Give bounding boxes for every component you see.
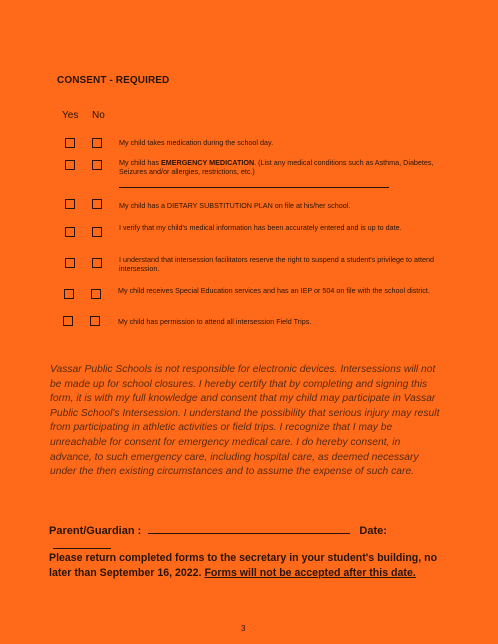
no-column-header: No xyxy=(92,110,105,121)
yes-checkbox[interactable] xyxy=(65,227,75,237)
row-text: My child has EMERGENCY MEDICATION. (List any medical conditions such as Asthma, Diabetes, Seizures and/or allergies, restrictions, etc.) xyxy=(119,158,434,176)
no-checkbox[interactable] xyxy=(92,138,102,148)
yes-checkbox[interactable] xyxy=(63,316,73,326)
no-checkbox[interactable] xyxy=(90,316,100,326)
late-forms-warning: Forms will not be accepted after this date. xyxy=(204,566,416,579)
yes-checkbox[interactable] xyxy=(64,289,74,299)
parent-signature-field[interactable] xyxy=(148,522,350,534)
no-checkbox[interactable] xyxy=(92,258,102,268)
row-text: My child has a DIETARY SUBSTITUTION PLAN on file at his/her school. xyxy=(119,201,351,210)
yes-checkbox[interactable] xyxy=(65,138,75,148)
page-number: 3 xyxy=(241,624,246,633)
return-instructions: Please return completed forms to the secretary in your student's building, no later than September 16, 2022. Forms will not be accepted after this date. xyxy=(49,552,438,579)
no-checkbox[interactable] xyxy=(91,289,101,299)
yes-column-header: Yes xyxy=(62,110,79,121)
conditions-fill-line[interactable] xyxy=(119,187,389,188)
disclaimer-paragraph: Vassar Public Schools is not responsible for electronic devices. Intersessions will not be made up for school closures. I hereby certify that by completing and signing this form, it is with my full knowledge and consent that my child may participate in Vassar Public School's Intersession. I understand the possibility that serious injury may result from participating in athletic activities or field trips. I recognize that I may be unreachable for consent for emergency medical care. I do hereby consent, in advance, to such emergency care, including hospital care, as deemed necessary under the then existing circumstances and to assume the expense of such care. xyxy=(50,364,440,478)
signature-line xyxy=(49,522,441,552)
row-text: My child receives Special Education services and has an IEP or 504 on file with the school district. xyxy=(118,286,430,295)
row-text: My child takes medication during the school day. xyxy=(119,138,274,147)
no-checkbox[interactable] xyxy=(92,227,102,237)
row-text: I understand that intersession facilitators reserve the right to suspend a student's privilege to attend intersession. xyxy=(119,255,435,273)
parent-guardian-label: Parent/Guardian : xyxy=(49,525,142,537)
no-checkbox[interactable] xyxy=(92,160,102,170)
yes-checkbox[interactable] xyxy=(65,199,75,209)
row-text: I verify that my child's medical information has been accurately entered and is up to date. xyxy=(119,223,402,232)
yes-checkbox[interactable] xyxy=(65,258,75,268)
no-checkbox[interactable] xyxy=(92,199,102,209)
date-label: Date: xyxy=(359,525,387,537)
yes-checkbox[interactable] xyxy=(65,160,75,170)
row-text: My child has permission to attend all intersession Field Trips. xyxy=(118,317,312,326)
consent-heading: CONSENT - REQUIRED xyxy=(57,75,170,86)
date-field[interactable] xyxy=(53,537,111,549)
